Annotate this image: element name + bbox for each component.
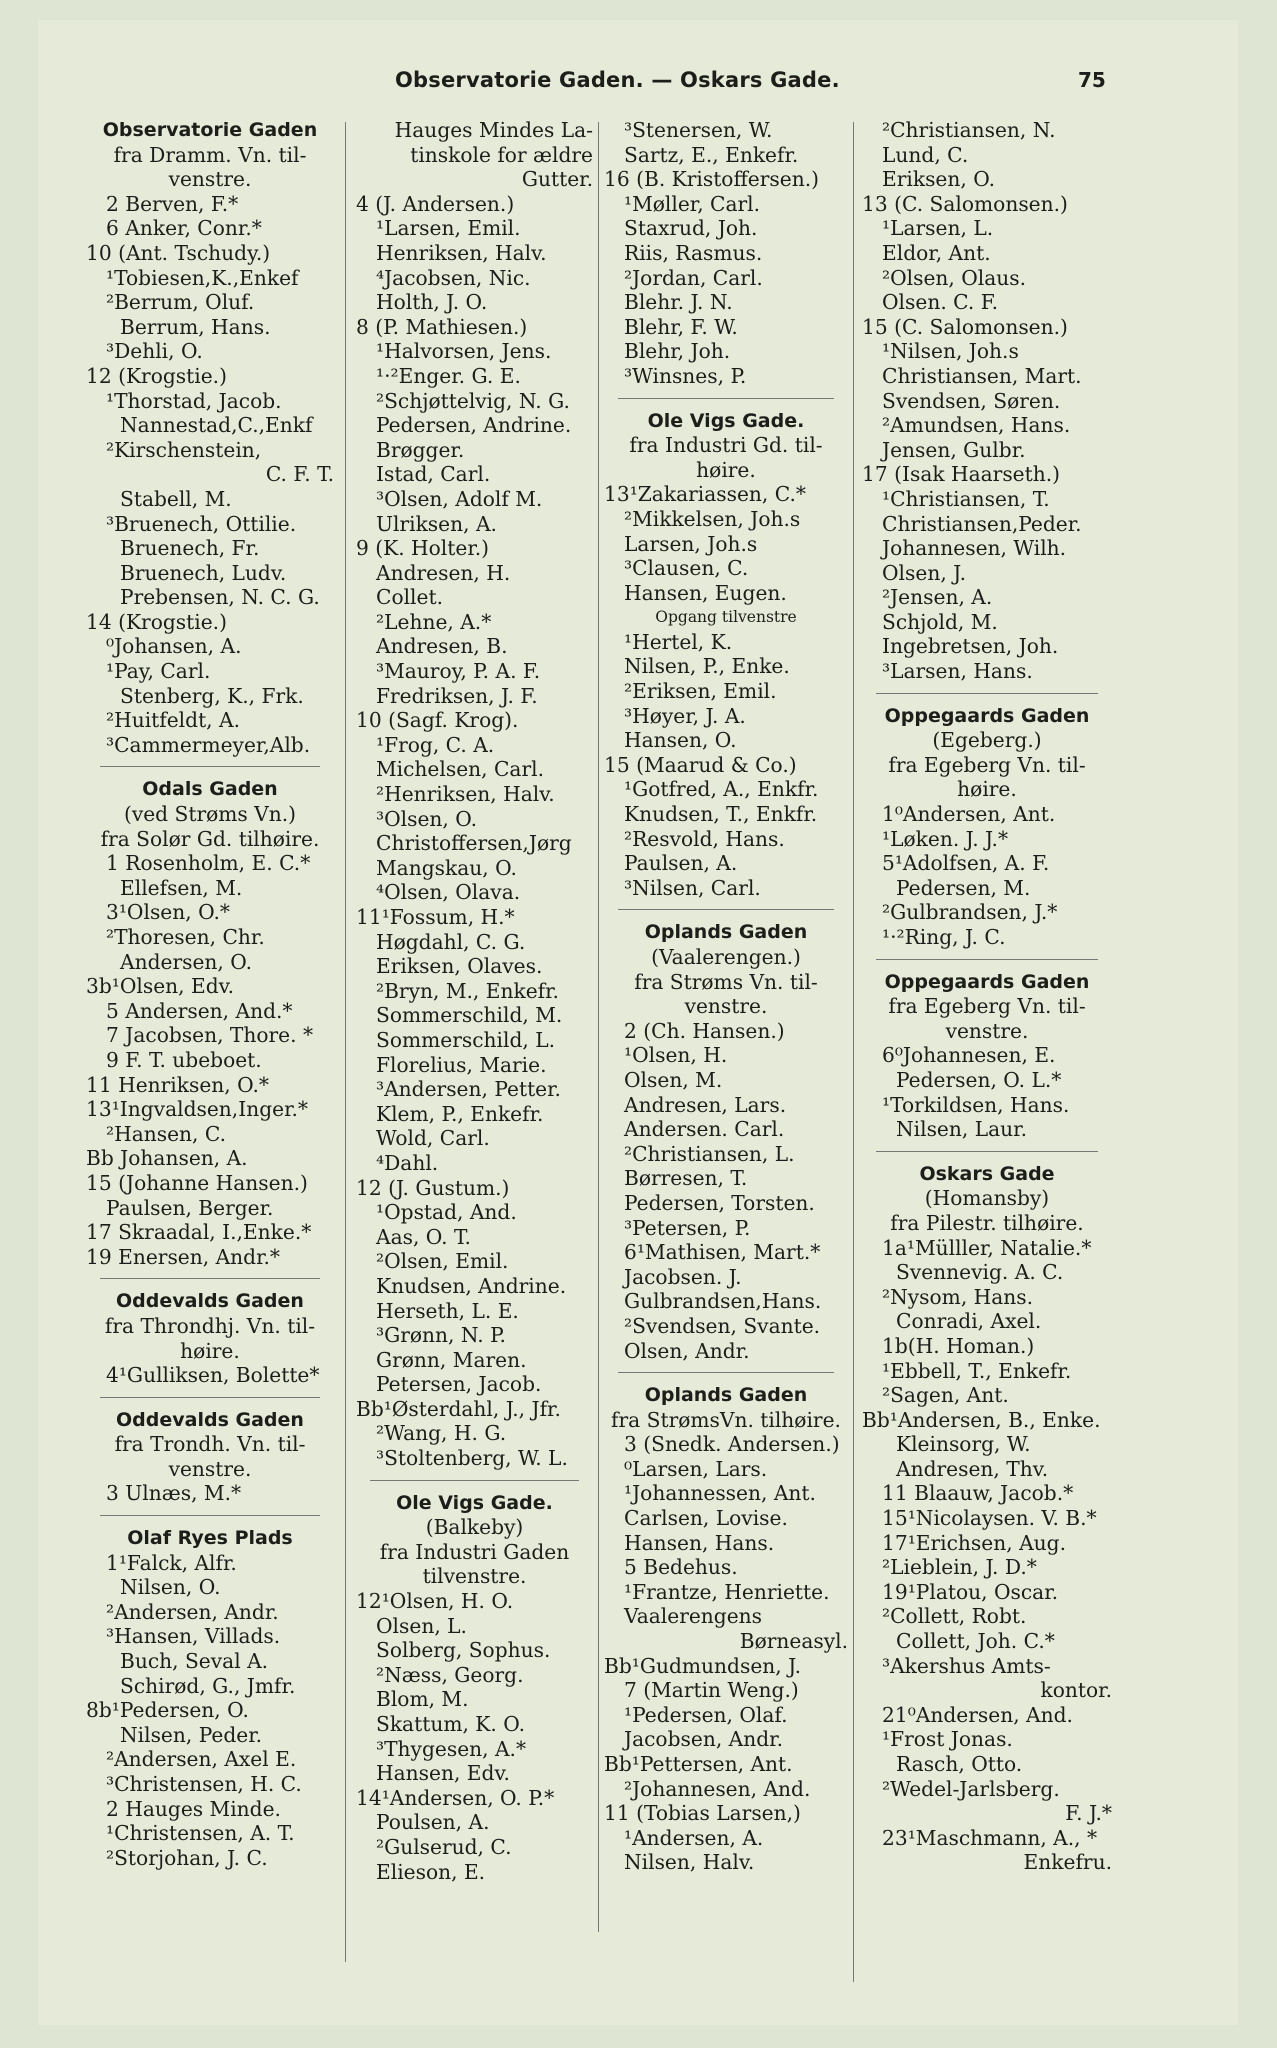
directory-line: 13¹Zakariassen, C.* (604, 482, 806, 507)
directory-line: ²Thoresen, Chr. (106, 925, 265, 949)
directory-line: ¹Frog, C. A. (376, 732, 495, 757)
street-heading: Odals Gaden (142, 778, 278, 801)
directory-line: 14 (Krogstie.) (86, 609, 227, 634)
street-heading: Oddevalds Gaden (116, 1290, 304, 1313)
directory-line: 6⁰Johannesen, E. (882, 1043, 1056, 1068)
directory-line: ⁰Johansen, A. (106, 634, 242, 659)
directory-line: 8 (P. Mathiesen.) (356, 314, 528, 339)
directory-line: Buch, Seval A. (120, 1649, 269, 1674)
directory-line: ¹Frost Jonas. (882, 1727, 1013, 1752)
directory-line: fra Throndhj. Vn. til- (104, 1313, 316, 1338)
street-heading: Oplands Gaden (644, 1384, 808, 1407)
directory-line: ¹Løken. J. J.* (882, 826, 1009, 851)
directory-line: Olsen, M. (624, 1067, 723, 1092)
directory-line: Brøgger. (376, 437, 465, 462)
column-divider (345, 122, 346, 1962)
directory-line: ¹Larsen, Emil. (376, 216, 521, 241)
section-divider (876, 1151, 1098, 1152)
directory-line: Bb¹Østerdahl, J., Jfr. (356, 1396, 561, 1421)
directory-line: Jacobsen, Andr. (624, 1727, 784, 1752)
directory-line: ¹Ebbell, T., Enkefr. (882, 1358, 1072, 1383)
directory-line: ²Wedel-Jarlsberg. (882, 1776, 1060, 1801)
directory-line: Sommerschild, M. (376, 1003, 563, 1028)
directory-line: fra Egeberg Vn. til- (888, 994, 1086, 1019)
directory-line: ²Nysom, Hans. (882, 1284, 1034, 1309)
directory-line: ²Lieblein, J. D.* (882, 1555, 1037, 1580)
directory-line: 11 Henriksen, O.* (86, 1072, 270, 1097)
directory-line: Pedersen, O. L.* (896, 1067, 1062, 1092)
page-number: 75 (1078, 68, 1106, 92)
directory-line: Fredriksen, J. F. (376, 683, 538, 708)
directory-line: ¹Tobiesen,K.,Enkef (106, 265, 299, 290)
directory-line: ³Larsen, Hans. (882, 659, 1033, 684)
directory-line: ²Johannesen, And. (624, 1776, 811, 1801)
directory-line: ³Stoltenberg, W. L. (376, 1446, 568, 1471)
directory-line: Hansen, Eugen. (624, 580, 787, 605)
directory-line: Knudsen, T., Enkfr. (624, 802, 818, 827)
directory-line: fra Trondh. Vn. til- (114, 1432, 306, 1457)
directory-line: Kleinsorg, W. (896, 1432, 1031, 1457)
directory-line: Børresen, T. (624, 1166, 748, 1191)
directory-line: ³Akershus Amts- (882, 1653, 1051, 1678)
directory-line: Børneasyl. (739, 1629, 848, 1654)
directory-line: ²Christiansen, L. (624, 1141, 795, 1166)
directory-line: Schjold, M. (882, 609, 998, 634)
directory-line: Olsen. C. F. (882, 290, 998, 315)
directory-line: ⁴Jacobsen, Nic. (376, 265, 531, 290)
directory-line: ²Gulserud, C. (376, 1834, 512, 1859)
directory-line: Pedersen, Torsten. (624, 1190, 815, 1215)
directory-line: 21⁰Andersen, And. (882, 1702, 1073, 1727)
directory-line: 2 Hauges Minde. (106, 1796, 281, 1821)
directory-line: 9 F. T. ubeboet. (106, 1047, 262, 1072)
directory-line: 1¹Falck, Alfr. (106, 1550, 237, 1575)
directory-line: Jensen, Gulbr. (882, 437, 1026, 462)
column-divider (853, 122, 854, 1982)
directory-line: Høgdahl, C. G. (376, 929, 526, 954)
directory-line: Stenberg, K., Frk. (120, 683, 304, 708)
street-heading: Oppegaards Gaden (884, 704, 1090, 727)
directory-line: ³Grønn, N. P. (376, 1323, 506, 1348)
directory-line: 5 Andersen, And.* (106, 998, 293, 1023)
directory-line: ¹Halvorsen, Jens. (376, 339, 552, 364)
directory-line: ²Lehne, A.* (376, 609, 492, 634)
directory-line: ²Bryn, M., Enkefr. (376, 978, 559, 1003)
directory-line: F. J.* (1065, 1801, 1112, 1826)
directory-line: Hansen, Hans. (624, 1530, 775, 1555)
directory-line: ¹Andersen, A. (624, 1825, 764, 1850)
directory-line: Klem, P., Enkefr. (376, 1101, 544, 1126)
directory-line: ²Olsen, Olaus. (882, 265, 1027, 290)
directory-line: Opgang tilvenstre (655, 608, 797, 627)
column-divider (598, 122, 599, 1932)
directory-line: ²Henriksen, Halv. (376, 782, 555, 807)
directory-line: 17 Skraadal, I.,Enke.* (86, 1220, 312, 1245)
directory-line: Paulsen, A. (624, 851, 738, 876)
directory-line: Henriksen, Halv. (376, 240, 547, 265)
directory-line: Bb¹Andersen, B., Enke. (862, 1407, 1101, 1432)
directory-line: Sommerschild, L. (376, 1027, 556, 1052)
directory-line: Pedersen, Andrine. (376, 413, 572, 438)
directory-line: Istad, Carl. (376, 462, 491, 487)
street-heading: Observatorie Gaden (102, 119, 318, 141)
directory-line: ¹·²Enger. G. E. (376, 363, 521, 388)
directory-line: Eldor, Ant. (882, 240, 991, 265)
directory-line: Andresen, Lars. (624, 1092, 787, 1117)
directory-line: ⁴Olsen, Olava. (376, 880, 521, 905)
directory-line: Olsen, L. (376, 1613, 467, 1638)
section-divider (876, 693, 1098, 694)
directory-line: Andresen, B. (376, 634, 508, 659)
page-header (0, 68, 1277, 94)
directory-line: Herseth, L. E. (376, 1298, 519, 1323)
directory-line: 13 (C. Salomonsen.) (862, 191, 1068, 216)
directory-line: Gutter. (521, 167, 593, 192)
directory-line: Bb Johansen, A. (86, 1146, 248, 1171)
directory-line: 19¹Platou, Oscar. (882, 1579, 1059, 1604)
directory-line: ²Andersen, Andr. (106, 1599, 279, 1624)
directory-line: 3b¹Olsen, Edv. (86, 974, 235, 999)
directory-line: 11 (Tobias Larsen,) (604, 1801, 801, 1826)
directory-line: ²Olsen, Emil. (376, 1249, 509, 1274)
directory-line: ³Hansen, Villads. (106, 1624, 281, 1649)
directory-line: ²Resvold, Hans. (624, 826, 785, 851)
directory-line: Michelsen, Carl. (376, 757, 544, 782)
directory-line: Andresen, Thv. (896, 1456, 1049, 1481)
directory-line: ¹Møller, Carl. (624, 191, 761, 216)
directory-line: venstre. (168, 1456, 252, 1481)
directory-line: 12¹Olsen, H. O. (356, 1589, 514, 1614)
directory-line: ¹Thorstad, Jacob. (106, 388, 282, 413)
directory-line: Christiansen,Peder. (882, 511, 1082, 536)
directory-line: ¹Opstad, And. (376, 1200, 517, 1225)
directory-line: ²Hansen, C. (106, 1121, 227, 1146)
directory-line: Bruenech, Fr. (120, 536, 260, 561)
directory-column-1 (86, 118, 334, 1870)
directory-line: Gulbrandsen,Hans. (624, 1289, 822, 1314)
page-title: Observatorie Gaden. — Oskars Gade. (395, 68, 840, 92)
directory-line: Stabell, M. (120, 486, 232, 511)
directory-line: Andersen. Carl. (624, 1117, 785, 1142)
directory-line: Eriksen, O. (882, 167, 996, 192)
directory-line: Christoffersen,Jørg (376, 831, 572, 856)
directory-line: ³Petersen, P. (624, 1215, 751, 1240)
directory-line: 15 (Maarud & Co.) (604, 752, 797, 777)
directory-line: Riis, Rasmus. (624, 240, 763, 265)
directory-line: Hauges Mindes La- (394, 118, 593, 142)
directory-line: ³Dehli, O. (106, 339, 203, 364)
directory-line: ¹Nilsen, Joh.s (882, 339, 1019, 364)
directory-line: 5¹Adolfsen, A. F. (882, 851, 1050, 876)
section-divider (100, 766, 320, 767)
section-divider (100, 1278, 320, 1279)
street-heading: Oskars Gade (919, 1162, 1055, 1185)
directory-line: 13¹Ingvaldsen,Inger.* (86, 1097, 309, 1122)
section-divider (370, 1480, 579, 1481)
directory-line: Rasch, Otto. (896, 1752, 1023, 1776)
directory-line: ¹Larsen, L. (882, 216, 994, 241)
directory-column-2 (356, 118, 593, 1884)
directory-line: 19 Enersen, Andr.* (86, 1244, 281, 1269)
directory-line: Conradi, Axel. (896, 1309, 1042, 1334)
directory-line: Ellefsen, M. (120, 875, 243, 900)
directory-line: ¹Frantze, Henriette. (624, 1579, 830, 1604)
directory-line: ³Olsen, Adolf M. (376, 486, 543, 511)
directory-line: Larsen, Joh.s (624, 531, 758, 556)
directory-line: 16 (B. Kristoffersen.) (604, 167, 820, 192)
directory-line: Blehr, F. W. (624, 314, 738, 339)
directory-line: Olsen, Andr. (624, 1338, 750, 1363)
directory-line: fra StrømsVn. tilhøire. (611, 1407, 841, 1432)
directory-line: ²Mikkelsen, Joh.s (624, 506, 801, 531)
directory-line: Florelius, Marie. (376, 1052, 547, 1077)
directory-line: Bb¹Pettersen, Ant. (604, 1752, 793, 1776)
directory-line: Christiansen, Mart. (882, 363, 1082, 388)
directory-line: Jacobsen. J. (624, 1264, 742, 1289)
directory-line: ³Clausen, C. (624, 556, 749, 581)
directory-line: 12 (J. Gustum.) (356, 1175, 510, 1200)
section-divider (100, 1515, 320, 1516)
directory-line: 15 (C. Salomonsen.) (862, 314, 1068, 339)
directory-line: ²Kirschenstein, (106, 437, 262, 462)
directory-line: ²Huitfeldt, A. (106, 708, 241, 733)
directory-line: Hansen, Edv. (376, 1761, 510, 1786)
section-divider (618, 398, 834, 399)
directory-line: 8b¹Pedersen, O. (86, 1698, 249, 1723)
directory-line: 11¹Fossum, H.* (356, 905, 515, 929)
directory-line: (Egeberg.) (932, 728, 1042, 753)
directory-line: ¹Johannessen, Ant. (624, 1481, 816, 1506)
directory-line: ¹Olsen, H. (624, 1043, 728, 1068)
directory-line: ³Winsnes, P. (624, 363, 747, 388)
directory-line: Knudsen, Andrine. (376, 1273, 567, 1298)
directory-line: Holth, J. O. (376, 290, 488, 315)
directory-line: 10 (Ant. Tschudy.) (86, 240, 271, 265)
directory-line: 3¹Olsen, O.* (106, 900, 230, 925)
directory-line: ²Andersen, Axel E. (106, 1747, 297, 1772)
directory-line: Solberg, Sophus. (376, 1638, 551, 1663)
directory-line: Vaalerengens (624, 1604, 763, 1629)
directory-line: 3 Ulnæs, M.* (106, 1481, 242, 1506)
directory-line: ³Mauroy, P. A. F. (376, 659, 541, 684)
directory-line: Sartz, E., Enkefr. (624, 142, 799, 167)
directory-line: ³Cammermeyer,Alb. (106, 732, 311, 757)
directory-line: Nilsen, O. (120, 1575, 221, 1600)
directory-line: Carlsen, Lovise. (624, 1506, 788, 1531)
directory-line: 12 (Krogstie.) (86, 363, 227, 388)
directory-line: Elieson, E. (376, 1859, 486, 1884)
directory-line: Eriksen, Olaves. (376, 954, 543, 979)
section-divider (618, 909, 834, 910)
directory-line: (Vaalerengen.) (651, 945, 801, 969)
directory-line: Nilsen, Laur. (896, 1117, 1028, 1142)
directory-line: ³Stenersen, W. (624, 118, 773, 142)
directory-line: Petersen, Jacob. (376, 1372, 542, 1397)
directory-line: ²Næss, Georg. (376, 1662, 524, 1687)
directory-line: 14¹Andersen, O. P.* (356, 1785, 555, 1810)
section-divider (100, 1397, 320, 1398)
directory-line: Andresen, H. (376, 560, 511, 585)
directory-line: fra Egeberg Vn. til- (888, 752, 1086, 777)
directory-line: Paulsen, Berger. (106, 1195, 274, 1220)
directory-line: høire. (696, 457, 756, 482)
directory-line: ²Schjøttelvig, N. G. (376, 388, 570, 413)
directory-line: (ved Strøms Vn.) (123, 802, 297, 827)
directory-line: høire. (957, 777, 1017, 802)
directory-line: Ingebretsen, Joh. (882, 634, 1059, 659)
directory-line: Berrum, Hans. (120, 314, 271, 339)
directory-line: ²Amundsen, Hans. (882, 413, 1071, 438)
directory-line: kontor. (1040, 1678, 1112, 1703)
directory-line: ²Sagen, Ant. (882, 1383, 1009, 1408)
directory-line: Mangskau, O. (376, 855, 517, 880)
directory-line: fra Dramm. Vn. til- (113, 142, 307, 167)
directory-line: ³Nilsen, Carl. (624, 875, 761, 900)
directory-line: 4¹Gulliksen, Bolette* (106, 1363, 320, 1388)
directory-line: Nilsen, P., Enke. (624, 654, 790, 679)
directory-line: 6 Anker, Conr.* (106, 216, 262, 241)
directory-line: Andersen, O. (120, 949, 253, 974)
directory-line: Lund, C. (882, 142, 969, 167)
directory-line: ²Gulbrandsen, J.* (882, 900, 1058, 925)
directory-line: fra Industri Gaden (379, 1539, 570, 1564)
directory-line: Nannestad,C.,Enkf (120, 413, 313, 438)
directory-line: 17 (Isak Haarseth.) (862, 462, 1061, 487)
directory-line: ²Collett, Robt. (882, 1604, 1027, 1629)
directory-line: 1a¹Mülller, Natalie.* (882, 1235, 1092, 1260)
directory-line: ²Storjohan, J. C. (106, 1845, 268, 1870)
directory-line: ²Eriksen, Emil. (624, 679, 777, 704)
directory-line: tilvenstre. (422, 1564, 527, 1589)
directory-line: Schirød, G., Jmfr. (120, 1673, 296, 1698)
directory-line: tinskole for ældre (410, 142, 593, 167)
directory-line: fra Pilestr. tilhøire. (890, 1210, 1084, 1235)
directory-line: Hansen, O. (624, 728, 737, 753)
directory-line: 11 Blaauw, Jacob.* (882, 1481, 1074, 1506)
directory-line: ²Berrum, Oluf. (106, 290, 255, 315)
directory-line: Blehr. J. N. (624, 290, 733, 315)
directory-line: 5 Bedehus. (624, 1555, 738, 1580)
directory-line: ¹Hertel, K. (624, 629, 733, 654)
directory-line: Blom, M. (376, 1687, 469, 1712)
section-divider (618, 1372, 834, 1373)
directory-line: høire. (180, 1338, 240, 1363)
directory-line: ¹Gotfred, A., Enkfr. (624, 777, 819, 802)
directory-line: Prebensen, N. C. G. (120, 585, 320, 610)
directory-line: Ulriksen, A. (376, 511, 497, 536)
directory-line: ²Jordan, Carl. (624, 265, 763, 290)
directory-line: Johannesen, Wilh. (882, 536, 1067, 561)
directory-column-4 (862, 118, 1112, 1875)
directory-line: (Balkeby) (425, 1515, 524, 1540)
directory-line: 23¹Maschmann, A., * (882, 1825, 1098, 1850)
directory-line: ³Bruenech, Ottilie. (106, 511, 297, 536)
street-heading: Oppegaards Gaden (884, 970, 1090, 993)
directory-line: ⁴Dahl. (376, 1150, 439, 1175)
directory-column-3 (604, 118, 848, 1875)
directory-line: Nilsen, Halv. (624, 1850, 755, 1875)
street-heading: Ole Vigs Gade. (647, 409, 805, 432)
directory-line: Bb¹Gudmundsen, J. (604, 1653, 802, 1678)
street-heading: Oplands Gaden (644, 921, 808, 944)
directory-line: Olsen, J. (882, 560, 967, 585)
directory-line: ²Svendsen, Svante. (624, 1313, 821, 1338)
directory-line: venstre. (168, 167, 252, 192)
directory-line: Nilsen, Peder. (120, 1722, 263, 1747)
directory-line: 1⁰Andersen, Ant. (882, 802, 1056, 827)
directory-line: C. F. T. (265, 462, 334, 487)
directory-line: 2 (Ch. Hansen.) (624, 1018, 785, 1043)
directory-line: ¹Christensen, A. T. (106, 1821, 295, 1846)
directory-line: 7 Jacobsen, Thore. * (106, 1023, 314, 1048)
directory-line: Grønn, Maren. (376, 1347, 527, 1372)
directory-line: Poulsen, A. (376, 1810, 490, 1835)
directory-line: 17¹Erichsen, Aug. (882, 1530, 1066, 1555)
directory-line: Enkefru. (1023, 1850, 1112, 1875)
street-heading: Ole Vigs Gade. (396, 1491, 553, 1514)
directory-line: ¹Christiansen, T. (882, 486, 1050, 511)
directory-line: ³Thygesen, A.* (376, 1736, 527, 1761)
directory-line: Collett, Joh. C.* (896, 1629, 1055, 1654)
directory-line: Pedersen, M. (896, 875, 1031, 900)
directory-line: ¹Pedersen, Olaf. (624, 1702, 788, 1727)
directory-line: fra Strøms Vn. til- (634, 969, 818, 994)
directory-line: 10 (Sagf. Krog). (356, 708, 519, 733)
directory-line: 15 (Johanne Hansen.) (86, 1170, 308, 1195)
directory-line: Svendsen, Søren. (882, 388, 1061, 413)
directory-line: (Homansby) (924, 1186, 1050, 1211)
directory-line: 9 (K. Holter.) (356, 536, 490, 561)
directory-line: Skattum, K. O. (376, 1712, 526, 1736)
directory-line: ²Christiansen, N. (882, 118, 1056, 142)
directory-line: ⁰Larsen, Lars. (624, 1456, 768, 1481)
directory-line: Collet. (376, 585, 443, 610)
directory-line: Wold, Carl. (376, 1126, 490, 1151)
directory-line: ²Jensen, A. (882, 585, 993, 610)
directory-line: 7 (Martin Weng.) (624, 1678, 799, 1703)
directory-line: ³Andersen, Petter. (376, 1077, 561, 1102)
directory-line: ³Høyer, J. A. (624, 703, 746, 728)
directory-line: Staxrud, Joh. (624, 216, 758, 241)
directory-line: ²Wang, H. G. (376, 1421, 507, 1446)
directory-line: 1 Rosenholm, E. C.* (106, 851, 311, 876)
street-heading: Olaf Ryes Plads (127, 1527, 293, 1550)
street-heading: Oddevalds Gaden (116, 1408, 304, 1431)
directory-line: 15¹Nicolaysen. V. B.* (882, 1506, 1097, 1531)
directory-line: fra Industri Gd. til- (629, 433, 823, 458)
directory-line: ¹Torkildsen, Hans. (882, 1092, 1070, 1117)
directory-line: ¹·²Ring, J. C. (882, 925, 1006, 949)
section-divider (876, 959, 1098, 960)
directory-line: ³Olsen, O. (376, 806, 478, 831)
directory-line: Bruenech, Ludv. (120, 560, 287, 585)
directory-line: 1b(H. Homan.) (882, 1333, 1035, 1358)
directory-line: 6¹Mathisen, Mart.* (624, 1240, 821, 1265)
directory-line: 2 Berven, F.* (106, 191, 239, 216)
directory-line: 3 (Snedk. Andersen.) (624, 1432, 840, 1457)
directory-line: venstre. (945, 1018, 1029, 1043)
directory-line: Aas, O. T. (376, 1224, 471, 1249)
directory-line: ¹Pay, Carl. (106, 659, 211, 684)
directory-line: Svennevig. A. C. (896, 1260, 1064, 1285)
directory-line: 4 (J. Andersen.) (356, 191, 515, 216)
directory-line: Blehr, Joh. (624, 339, 731, 364)
directory-line: ³Christensen, H. C. (106, 1772, 302, 1796)
directory-line: venstre. (684, 994, 768, 1019)
directory-line: fra Solør Gd. tilhøire. (100, 826, 320, 851)
